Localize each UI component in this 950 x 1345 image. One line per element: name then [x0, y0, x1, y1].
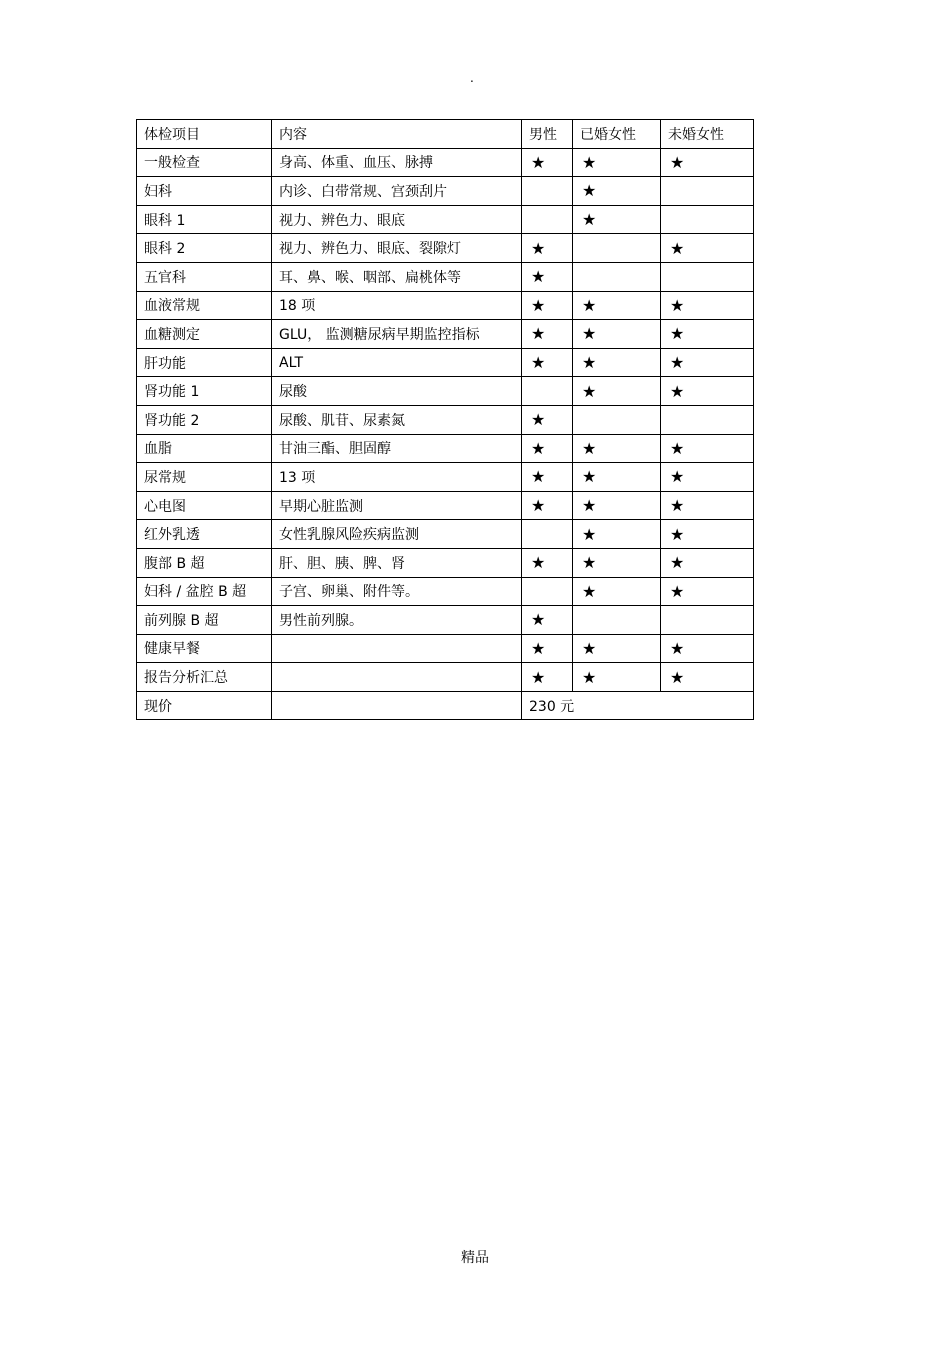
content-cell: 甘油三酯、胆固醇 [272, 434, 522, 463]
married-female-cell: ★ [573, 663, 661, 692]
unmarried-female-cell: ★ [661, 463, 754, 492]
content-cell: 耳、鼻、喉、咽部、扁桃体等 [272, 262, 522, 291]
content-cell: 男性前列腺。 [272, 606, 522, 635]
item-cell: 眼科 2 [137, 234, 272, 263]
item-cell: 心电图 [137, 491, 272, 520]
item-cell: 血脂 [137, 434, 272, 463]
table-row [137, 377, 754, 406]
male-cell [522, 520, 573, 549]
content-cell: 内诊、白带常规、宫颈刮片 [272, 177, 522, 206]
male-cell [522, 377, 573, 406]
married-female-cell [573, 262, 661, 291]
unmarried-female-cell: ★ [661, 348, 754, 377]
male-cell: ★ [522, 320, 573, 349]
married-female-cell [573, 606, 661, 635]
married-female-cell: ★ [573, 205, 661, 234]
item-cell: 肾功能 1 [137, 377, 272, 406]
content-cell: 早期心脏监测 [272, 491, 522, 520]
married-female-cell: ★ [573, 634, 661, 663]
married-female-cell: ★ [573, 434, 661, 463]
married-female-cell: ★ [573, 463, 661, 492]
table-row [137, 491, 754, 520]
married-female-cell: ★ [573, 320, 661, 349]
unmarried-female-cell: ★ [661, 434, 754, 463]
male-cell: ★ [522, 262, 573, 291]
header-married-female: 已婚女性 [573, 120, 661, 149]
content-cell [272, 634, 522, 663]
married-female-cell: ★ [573, 577, 661, 606]
header-item: 体检项目 [137, 120, 272, 149]
table-row [137, 606, 754, 635]
item-cell: 血糖测定 [137, 320, 272, 349]
married-female-cell [573, 405, 661, 434]
married-female-cell: ★ [573, 520, 661, 549]
table-row [137, 205, 754, 234]
item-cell: 报告分析汇总 [137, 663, 272, 692]
header-unmarried-female: 未婚女性 [661, 120, 754, 149]
married-female-cell: ★ [573, 177, 661, 206]
content-cell: 18 项 [272, 291, 522, 320]
content-cell: ALT [272, 348, 522, 377]
table-row [137, 320, 754, 349]
item-cell: 尿常规 [137, 463, 272, 492]
price-label: 现价 [137, 691, 272, 720]
table-row [137, 634, 754, 663]
table-row [137, 405, 754, 434]
table-body [137, 120, 754, 720]
item-cell: 红外乳透 [137, 520, 272, 549]
item-cell: 肾功能 2 [137, 405, 272, 434]
unmarried-female-cell: ★ [661, 291, 754, 320]
male-cell: ★ [522, 663, 573, 692]
male-cell [522, 205, 573, 234]
content-cell: 女性乳腺风险疾病监测 [272, 520, 522, 549]
male-cell: ★ [522, 405, 573, 434]
content-cell: 身高、体重、血压、脉搏 [272, 148, 522, 177]
item-cell: 肝功能 [137, 348, 272, 377]
unmarried-female-cell: ★ [661, 634, 754, 663]
table-row [137, 148, 754, 177]
page-footer: 精品 [461, 1250, 489, 1266]
unmarried-female-cell: ★ [661, 491, 754, 520]
unmarried-female-cell: ★ [661, 148, 754, 177]
price-value: 230 元 [522, 691, 754, 720]
male-cell: ★ [522, 548, 573, 577]
item-cell: 血液常规 [137, 291, 272, 320]
male-cell [522, 177, 573, 206]
male-cell: ★ [522, 463, 573, 492]
male-cell [522, 577, 573, 606]
unmarried-female-cell: ★ [661, 377, 754, 406]
item-cell: 腹部 B 超 [137, 548, 272, 577]
page-top-mark: . [470, 71, 474, 85]
table-row [137, 434, 754, 463]
item-cell: 妇科 [137, 177, 272, 206]
unmarried-female-cell: ★ [661, 520, 754, 549]
unmarried-female-cell: ★ [661, 577, 754, 606]
male-cell: ★ [522, 148, 573, 177]
item-cell: 一般检查 [137, 148, 272, 177]
table-row [137, 548, 754, 577]
unmarried-female-cell [661, 205, 754, 234]
content-cell: 尿酸、肌苷、尿素氮 [272, 405, 522, 434]
married-female-cell: ★ [573, 491, 661, 520]
item-cell: 五官科 [137, 262, 272, 291]
married-female-cell: ★ [573, 548, 661, 577]
item-cell: 前列腺 B 超 [137, 606, 272, 635]
male-cell: ★ [522, 434, 573, 463]
table-header-row [137, 120, 754, 149]
table-row [137, 463, 754, 492]
male-cell: ★ [522, 291, 573, 320]
content-cell: 视力、辨色力、眼底 [272, 205, 522, 234]
table-row [137, 520, 754, 549]
male-cell: ★ [522, 348, 573, 377]
table-row [137, 234, 754, 263]
price-content-cell [272, 691, 522, 720]
table-row [137, 577, 754, 606]
married-female-cell: ★ [573, 348, 661, 377]
table-row [137, 177, 754, 206]
married-female-cell: ★ [573, 377, 661, 406]
checkup-package-table [136, 119, 754, 720]
unmarried-female-cell [661, 177, 754, 206]
header-male: 男性 [522, 120, 573, 149]
male-cell: ★ [522, 634, 573, 663]
male-cell: ★ [522, 234, 573, 263]
unmarried-female-cell: ★ [661, 548, 754, 577]
unmarried-female-cell [661, 606, 754, 635]
unmarried-female-cell [661, 262, 754, 291]
content-cell [272, 663, 522, 692]
content-cell: GLU， 监测糖尿病早期监控指标 [272, 320, 522, 349]
male-cell: ★ [522, 491, 573, 520]
table-row [137, 663, 754, 692]
content-cell: 13 项 [272, 463, 522, 492]
married-female-cell: ★ [573, 148, 661, 177]
price-row [137, 691, 754, 720]
table-row [137, 348, 754, 377]
content-cell: 肝、胆、胰、脾、肾 [272, 548, 522, 577]
unmarried-female-cell: ★ [661, 320, 754, 349]
item-cell: 妇科 / 盆腔 B 超 [137, 577, 272, 606]
married-female-cell: ★ [573, 291, 661, 320]
content-cell: 子宫、卵巢、附件等。 [272, 577, 522, 606]
content-cell: 尿酸 [272, 377, 522, 406]
unmarried-female-cell [661, 405, 754, 434]
header-content: 内容 [272, 120, 522, 149]
table-row [137, 291, 754, 320]
unmarried-female-cell: ★ [661, 663, 754, 692]
item-cell: 眼科 1 [137, 205, 272, 234]
married-female-cell [573, 234, 661, 263]
content-cell: 视力、辨色力、眼底、裂隙灯 [272, 234, 522, 263]
male-cell: ★ [522, 606, 573, 635]
unmarried-female-cell: ★ [661, 234, 754, 263]
item-cell: 健康早餐 [137, 634, 272, 663]
table-row [137, 262, 754, 291]
